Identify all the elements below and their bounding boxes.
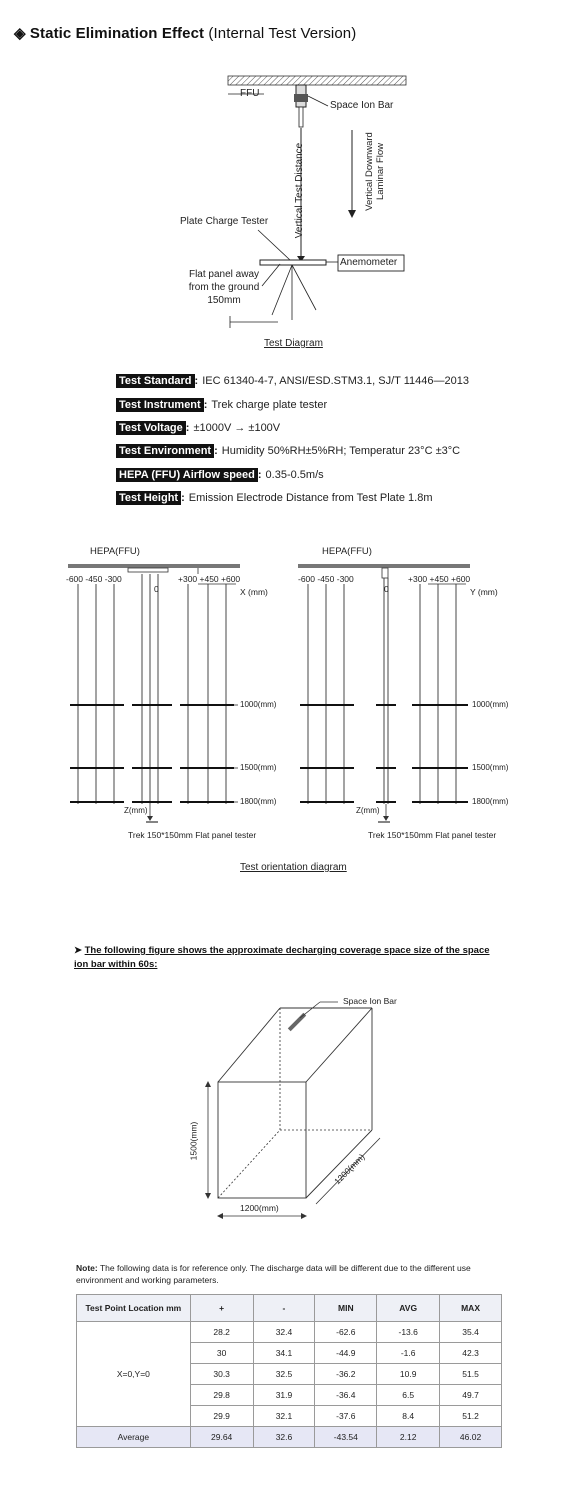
leader-plate-tester <box>258 230 290 260</box>
coverage-depth-label: 1200(mm) <box>332 1151 367 1187</box>
ion-bar-leader <box>300 1002 320 1018</box>
coverage-width-label: 1200(mm) <box>240 1203 279 1213</box>
table-cell: -1.6 <box>377 1343 440 1364</box>
table-cell: 32.1 <box>253 1406 315 1427</box>
laminar-flow-label-1: Vertical Downward <box>363 132 375 211</box>
spec-sep: : <box>185 422 190 434</box>
hepa-bar <box>298 564 470 568</box>
flat-panel-label <box>182 268 266 307</box>
hepa-bar <box>68 564 240 568</box>
box-edge <box>306 1008 372 1082</box>
ion-bar-head <box>294 94 308 102</box>
spec-key: Test Voltage <box>116 421 186 435</box>
arrow-right-icon <box>301 1213 307 1219</box>
orientation-caption: Test orientation diagram <box>240 862 347 873</box>
spec-value: Trek charge plate tester <box>211 399 328 411</box>
left-axis-label: X (mm) <box>240 587 268 597</box>
note-text: The following data is for reference only. The discharge data will be different due to the different use environment and working parameters. <box>76 1263 471 1285</box>
arrow-down-icon <box>205 1193 211 1199</box>
coverage-height-label: 1500(mm) <box>188 1121 199 1161</box>
right-hepa-label: HEPA(FFU) <box>322 546 372 557</box>
table-cell: -43.54 <box>315 1427 377 1448</box>
spec-sep: : <box>214 445 218 457</box>
orientation-right <box>298 564 470 822</box>
location-cell: X=0,Y=0 <box>77 1322 191 1427</box>
right-neg-ticks: -600 -450 -300 <box>298 574 354 584</box>
table-cell: 28.2 <box>190 1322 253 1343</box>
table-cell: -44.9 <box>315 1343 377 1364</box>
vertical-test-distance-label: Vertical Test Distance <box>294 142 306 239</box>
plate-charge-tester-label: Plate Charge Tester <box>180 216 269 227</box>
spec-key: Test Environment <box>116 444 214 458</box>
right-axis-label: Y (mm) <box>470 587 498 597</box>
left-neg-ticks: -600 -450 -300 <box>66 574 122 584</box>
spec-key: Test Instrument <box>116 398 204 412</box>
table-cell: 31.9 <box>253 1385 315 1406</box>
left-h1500: 1500(mm) <box>240 763 277 772</box>
table-header: Test Point Location mm <box>77 1295 191 1322</box>
arrowhead-icon: ➤ <box>74 945 82 956</box>
ion-bar-fixture <box>128 568 168 572</box>
spec-test-height <box>116 492 432 504</box>
right-h1800: 1800(mm) <box>472 797 509 806</box>
table-cell: 32.4 <box>253 1322 315 1343</box>
laminar-flow-label-2: Laminar Flow <box>375 142 387 201</box>
spec-airflow-speed <box>116 469 324 481</box>
left-z-label: Z(mm) <box>124 806 148 815</box>
table-header-row <box>77 1295 502 1322</box>
table-cell: 42.3 <box>440 1343 502 1364</box>
table-cell: 34.1 <box>253 1343 315 1364</box>
table-cell: 30.3 <box>190 1364 253 1385</box>
ion-bar-fixture <box>382 568 388 578</box>
ion-bar-rod <box>299 107 303 127</box>
orientation-left <box>68 564 240 822</box>
spec-test-instrument <box>116 399 327 411</box>
table-cell: -62.6 <box>315 1322 377 1343</box>
box-front-face <box>218 1082 306 1198</box>
table-cell: 29.9 <box>190 1406 253 1427</box>
title-sub: (Internal Test Version) <box>208 25 357 42</box>
table-cell: 49.7 <box>440 1385 502 1406</box>
stand-leg <box>292 265 316 310</box>
box-edge <box>218 1008 280 1082</box>
spec-sep: : <box>194 375 199 387</box>
table-header: - <box>253 1295 315 1322</box>
spec-value: IEC 61340-4-7, ANSI/ESD.STM3.1, SJ/T 11446—2013 <box>202 375 469 387</box>
table-cell: -37.6 <box>315 1406 377 1427</box>
left-tester-label: Trek 150*150mm Flat panel tester <box>128 830 257 840</box>
note <box>76 1262 506 1286</box>
spec-value: Emission Electrode Distance from Test Plate 1.8m <box>188 492 433 504</box>
table-header: + <box>190 1295 253 1322</box>
table-cell: -36.2 <box>315 1364 377 1385</box>
table-header: AVG <box>377 1295 440 1322</box>
spec-test-voltage <box>116 422 280 434</box>
table-row <box>77 1322 502 1343</box>
table-cell: 51.2 <box>440 1406 502 1427</box>
right-h1500: 1500(mm) <box>472 763 509 772</box>
space-ion-bar-label: Space Ion Bar <box>330 100 394 111</box>
coverage-box-diagram <box>0 990 563 1220</box>
anemometer-label: Anemometer <box>340 257 398 268</box>
table-cell: 32.5 <box>253 1364 315 1385</box>
spec-sep: : <box>257 469 262 481</box>
stand-leg <box>272 265 292 315</box>
charge-plate <box>260 260 326 265</box>
table-cell: 8.4 <box>377 1406 440 1427</box>
table-cell: 29.64 <box>190 1427 253 1448</box>
table-header: MIN <box>315 1295 377 1322</box>
note-label: Note: <box>76 1263 98 1273</box>
spec-sep: : <box>181 492 185 504</box>
table-cell: 6.5 <box>377 1385 440 1406</box>
arrow-down-icon <box>348 210 356 218</box>
diamond-icon: ◈ <box>14 25 26 42</box>
table-cell: -36.4 <box>315 1385 377 1406</box>
right-h1000: 1000(mm) <box>472 700 509 709</box>
flat-panel-line-1: Flat panel away <box>188 269 260 280</box>
arrow-left-icon <box>217 1213 223 1219</box>
page-title <box>14 24 356 42</box>
right-z-label: Z(mm) <box>356 806 380 815</box>
right-pos-ticks: +300 +450 +600 <box>408 574 471 584</box>
arrow-down-icon <box>147 816 153 821</box>
table-cell: 46.02 <box>440 1427 502 1448</box>
arrow-down-icon <box>383 816 389 821</box>
spec-test-environment <box>116 445 460 457</box>
table-cell: -13.6 <box>377 1322 440 1343</box>
data-table <box>76 1294 502 1448</box>
ffu-ceiling <box>228 76 406 85</box>
test-diagram <box>0 60 563 360</box>
right-zero-tick: 0 <box>384 584 389 594</box>
title-main: Static Elimination Effect <box>29 25 205 42</box>
spec-key: Test Height <box>116 491 181 505</box>
average-row <box>77 1427 502 1448</box>
table-cell: Average <box>77 1427 191 1448</box>
right-tester-label: Trek 150*150mm Flat panel tester <box>368 830 497 840</box>
table-cell: 2.12 <box>377 1427 440 1448</box>
left-hepa-label: HEPA(FFU) <box>90 546 140 557</box>
spec-value: Humidity 50%RH±5%RH; Temperatur 23°C ±3°C <box>221 445 461 457</box>
spec-value: ±1000V → ±100V <box>193 422 281 434</box>
spec-key: HEPA (FFU) Airflow speed <box>116 468 258 482</box>
coverage-intro <box>74 944 504 972</box>
coverage-intro-text: The following figure shows the approximate decharging coverage space size of the space ion bar within 60s: <box>74 945 490 970</box>
table-cell: 35.4 <box>440 1322 502 1343</box>
coverage-ion-bar-label: Space Ion Bar <box>343 996 397 1006</box>
spec-key: Test Standard <box>116 374 195 388</box>
left-pos-ticks: +300 +450 +600 <box>178 574 241 584</box>
left-zero-tick: 0 <box>154 584 159 594</box>
spec-value: 0.35-0.5m/s <box>265 469 324 481</box>
ffu-label: FFU <box>240 88 260 99</box>
table-cell: 32.6 <box>253 1427 315 1448</box>
table-cell: 30 <box>190 1343 253 1364</box>
spec-test-standard <box>116 375 469 387</box>
test-diagram-caption: Test Diagram <box>264 338 323 349</box>
table-cell: 10.9 <box>377 1364 440 1385</box>
table-header: MAX <box>440 1295 502 1322</box>
left-h1800: 1800(mm) <box>240 797 277 806</box>
arrow-up-icon <box>205 1081 211 1087</box>
box-hidden-edge <box>218 1130 280 1198</box>
leader-ion-bar <box>308 96 328 106</box>
table-cell: 51.5 <box>440 1364 502 1385</box>
table-cell: 29.8 <box>190 1385 253 1406</box>
spec-sep: : <box>203 399 208 411</box>
box-edge <box>306 1130 372 1198</box>
left-h1000: 1000(mm) <box>240 700 277 709</box>
flat-panel-line-3: 150mm <box>207 295 241 306</box>
flat-panel-line-2: from the ground <box>188 282 260 293</box>
